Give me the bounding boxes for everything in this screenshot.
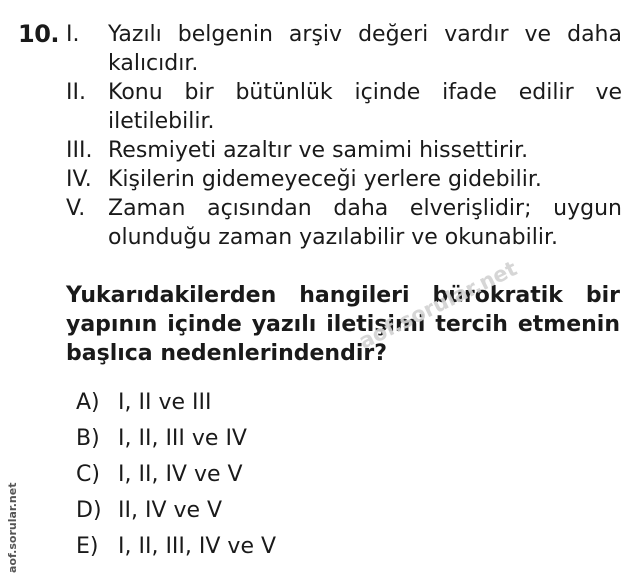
option-label: C): [76, 462, 100, 487]
option-label: D): [76, 498, 102, 523]
statement-roman: I.: [66, 22, 80, 47]
statement-text: Yazılı belgenin arşiv değeri vardır ve daha kalıcıdır.: [108, 22, 622, 76]
option-a[interactable]: [76, 388, 211, 417]
statement-text: Konu bir bütünlük içinde ifade edilir ve iletilebilir.: [108, 80, 622, 134]
option-text: II, IV ve V: [118, 498, 223, 523]
statement-roman: V.: [66, 196, 86, 221]
statement-1: [66, 20, 622, 78]
statement-text: Kişilerin gidemeyeceği yerlere gidebilir.: [108, 167, 542, 192]
question-number: 10.: [18, 20, 60, 48]
option-label: E): [76, 534, 99, 559]
statement-roman: III.: [66, 138, 93, 163]
side-watermark: aof.sorular.net: [6, 482, 19, 573]
statement-text: Resmiyeti azaltır ve samimi hissettirir.: [108, 138, 529, 163]
statement-roman: II.: [66, 80, 86, 105]
question-prompt: Yukarıdakilerden hangileri bürokratik bir yapının içinde yazılı iletişimi tercih etmenin başlıca nedenlerindendir?: [66, 283, 620, 366]
statement-2: [66, 78, 622, 136]
statement-5: [66, 194, 622, 252]
statement-3: [66, 136, 622, 165]
option-text: I, II ve III: [118, 390, 212, 415]
option-label: A): [76, 390, 100, 415]
option-b[interactable]: [76, 424, 247, 453]
option-text: I, II, IV ve V: [118, 462, 243, 487]
option-c[interactable]: [76, 460, 243, 489]
statement-text: Zaman açısından daha elverişlidir; uygun olunduğu zaman yazılabilir ve okunabilir.: [108, 196, 622, 250]
option-d[interactable]: [76, 496, 222, 525]
option-e[interactable]: [76, 532, 276, 561]
option-text: I, II, III, IV ve V: [118, 534, 277, 559]
option-text: I, II, III ve IV: [118, 426, 247, 451]
watermark: aof.sorular.net: [355, 256, 521, 354]
option-label: B): [76, 426, 100, 451]
statement-4: [66, 165, 622, 194]
statement-roman: IV.: [66, 167, 92, 192]
